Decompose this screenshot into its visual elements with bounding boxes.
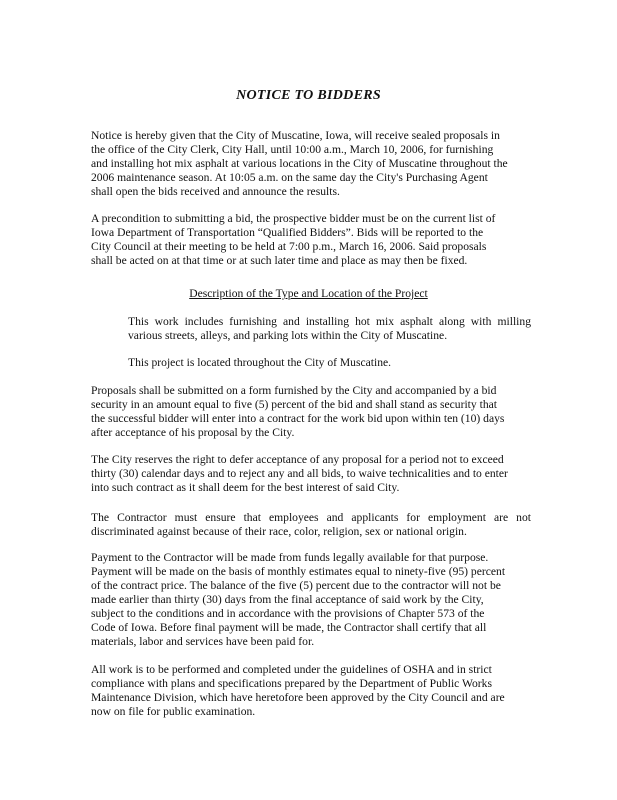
text-line: Payment to the Contractor will be made from funds legally available for that purpose. [91, 551, 489, 564]
text-line: and installing hot mix asphalt at various locations in the City of Muscatine throughout the [91, 157, 508, 170]
text-line: 2006 maintenance season. At 10:05 a.m. on the same day the City's Purchasing Agent [91, 171, 488, 184]
paragraph-work-description [128, 315, 531, 343]
text-line: shall open the bids received and announce the results. [91, 185, 340, 198]
text-line: various streets, alleys, and parking lots within the City of Muscatine. [128, 329, 448, 342]
paragraph-employment [91, 511, 531, 539]
text-line: shall be acted on at that time or at such later time and place as may then be fixed. [91, 254, 468, 267]
text-line: Proposals shall be submitted on a form furnished by the City and accompanied by a bid [91, 384, 497, 397]
text-line: compliance with plans and specifications prepared by the Department of Public Works [91, 677, 492, 690]
paragraph-payment [91, 551, 531, 649]
text-line: discriminated against because of their race, color, religion, sex or national origin. [91, 525, 467, 538]
text-line: Code of Iowa. Before final payment will be made, the Contractor shall certify that all [91, 621, 487, 634]
text-line: The City reserves the right to defer acceptance of any proposal for a period not to exceed [91, 453, 504, 466]
text-line: A precondition to submitting a bid, the prospective bidder must be on the current list of [91, 212, 496, 225]
text-line: Maintenance Division, which have heretofore been approved by the City Council and are [91, 691, 505, 704]
text-line: the office of the City Clerk, City Hall, until 10:00 a.m., March 10, 2006, for furnishing [91, 143, 494, 156]
text-line: Iowa Department of Transportation “Qualified Bidders”. Bids will be reported to the [91, 226, 484, 239]
paragraph-notice [91, 129, 531, 199]
text-line: The Contractor must ensure that employees and applicants for employment are not [91, 511, 531, 524]
text-line: thirty (30) calendar days and to reject any and all bids, to waive technicalities and to enter [91, 467, 508, 480]
paragraph-proposals [91, 384, 531, 440]
text-line: subject to the conditions and in accordance with the provisions of Chapter 573 of the [91, 607, 485, 620]
text-line: security in an amount equal to five (5) percent of the bid and shall stand as security that [91, 398, 497, 411]
text-line: the successful bidder will enter into a contract for the work bid upon within ten (10) days [91, 412, 505, 425]
text-line: materials, labor and services have been paid for. [91, 635, 315, 648]
text-line: made earlier than thirty (30) days from the final acceptance of said work by the City, [91, 593, 484, 606]
paragraph-osha [91, 663, 531, 719]
text-line: Payment will be made on the basis of monthly estimates equal to ninety-five (95) percent [91, 565, 506, 578]
paragraph-precondition [91, 212, 531, 268]
paragraph-location [128, 356, 531, 370]
paragraph-reserves [91, 453, 531, 495]
text-line: This work includes furnishing and installing hot mix asphalt along with milling [128, 315, 531, 328]
text-line: This project is located throughout the City of Muscatine. [128, 356, 392, 369]
text-line: Notice is hereby given that the City of Muscatine, Iowa, will receive sealed proposals in [91, 129, 500, 142]
text-line: after acceptance of his proposal by the City. [91, 426, 295, 439]
document-title: NOTICE TO BIDDERS [236, 88, 381, 103]
text-line: All work is to be performed and completed under the guidelines of OSHA and in strict [91, 663, 492, 676]
text-line: into such contract as it shall deem for the best interest of said City. [91, 481, 400, 494]
text-line: now on file for public examination. [91, 705, 256, 718]
section-heading: Description of the Type and Location of the Project [189, 287, 428, 300]
text-line: of the contract price. The balance of the five (5) percent due to the contractor will not be [91, 579, 501, 592]
text-line: City Council at their meeting to be held at 7:00 p.m., March 16, 2006. Said proposals [91, 240, 487, 253]
